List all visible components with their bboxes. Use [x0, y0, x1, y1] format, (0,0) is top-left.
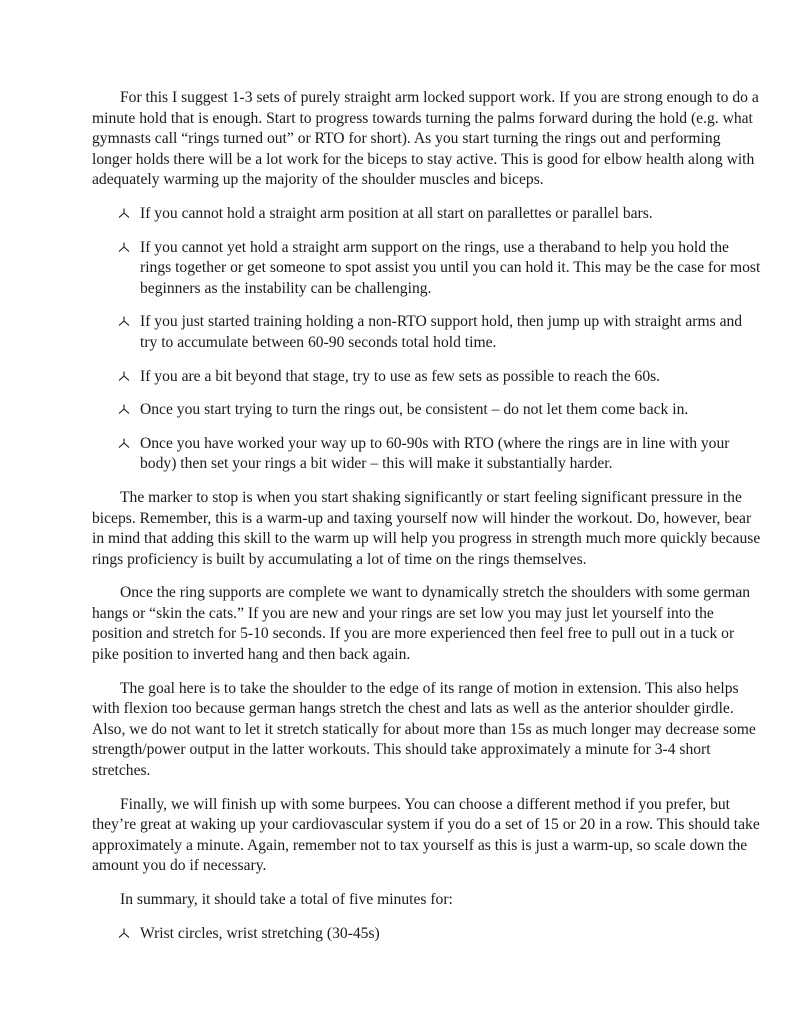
list-item-text: Wrist circles, wrist stretching (30-45s): [140, 924, 380, 942]
list-item: [92, 924, 762, 945]
list-item-text: If you cannot yet hold a straight arm support on the rings, use a theraband to help you hold the rings together or get someone to spot assist you until you can hold it. This may be the case for most beginners as the instability can be challenging.: [140, 238, 761, 297]
list-item-text: If you cannot hold a straight arm position at all start on parallettes or parallel bars.: [140, 204, 653, 222]
list-item: [92, 367, 762, 388]
bullet-list: [92, 204, 762, 475]
bullet-icon: [118, 924, 132, 944]
list-item: [92, 204, 762, 225]
list-item: [92, 400, 762, 421]
body-paragraph: Once the ring supports are complete we want to dynamically stretch the shoulders with some german hangs or “skin the cats.” If you are new and your rings are set low you may just let yourself into the position and stretch for 5-10 seconds. If you are more experienced then feel free to pull out in a tuck or pike position to inverted hang and then back again.: [92, 584, 751, 664]
bullet-icon: [118, 434, 132, 454]
bullet-list: [92, 924, 762, 945]
bullet-icon: [118, 312, 132, 332]
bullet-icon: [118, 400, 132, 420]
bullet-icon: [118, 367, 132, 387]
body-paragraph: The marker to stop is when you start shaking significantly or start feeling significant pressure in the biceps. Remember, this is a warm-up and taxing yourself now will hinder the workout. Do, however, bear in mind that adding this skill to the warm up will help you progress in strength much more quickly because rings proficiency is built by accumulating a lot of time on the rings themselves.: [92, 488, 761, 568]
body-paragraph: In summary, it should take a total of five minutes for:: [120, 891, 453, 908]
list-item-text: If you are a bit beyond that stage, try to use as few sets as possible to reach the 60s.: [140, 367, 661, 385]
body-paragraph: For this I suggest 1-3 sets of purely straight arm locked support work. If you are strong enough to do a minute hold that is enough. Start to progress towards turning the palms forward during the hold (e.g. what gymnasts call “rings turned out” or RTO for short). As you start turning the rings out and performing longer holds there will be a lot work for the biceps to stay active. This is good for elbow health along with adequately warming up the majority of the shoulder muscles and biceps.: [92, 89, 759, 189]
list-item: [92, 238, 762, 300]
bullet-icon: [118, 204, 132, 224]
list-item-text: Once you have worked your way up to 60-90s with RTO (where the rings are in line with your body) then set your rings a bit wider – this will make it substantially harder.: [140, 434, 730, 473]
list-item-text: Once you start trying to turn the rings out, be consistent – do not let them come back in.: [140, 401, 689, 419]
bullet-icon: [118, 238, 132, 258]
list-item: [92, 434, 762, 475]
list-item: [92, 312, 762, 353]
document-page: [92, 88, 762, 957]
body-paragraph: Finally, we will finish up with some burpees. You can choose a different method if you prefer, but they’re great at waking up your cardiovascular system if you do a set of 15 or 20 in a row. This should take approximately a minute. Again, remember not to tax yourself as this is just a warm-up, so scale down the amount you do if necessary.: [92, 795, 760, 875]
list-item-text: If you just started training holding a non-RTO support hold, then jump up with straight arms and try to accumulate between 60-90 seconds total hold time.: [140, 313, 743, 351]
body-paragraph: The goal here is to take the shoulder to the edge of its range of motion in extension. This also helps with flexion too because german hangs stretch the chest and lats as well as the anterior shoulder girdle. Also, we do not want to let it stretch statically for about more than 15s as much longer may decrease some strength/power output in the latter workouts. This should take approximately a minute for 3-4 short stretches.: [92, 679, 756, 780]
